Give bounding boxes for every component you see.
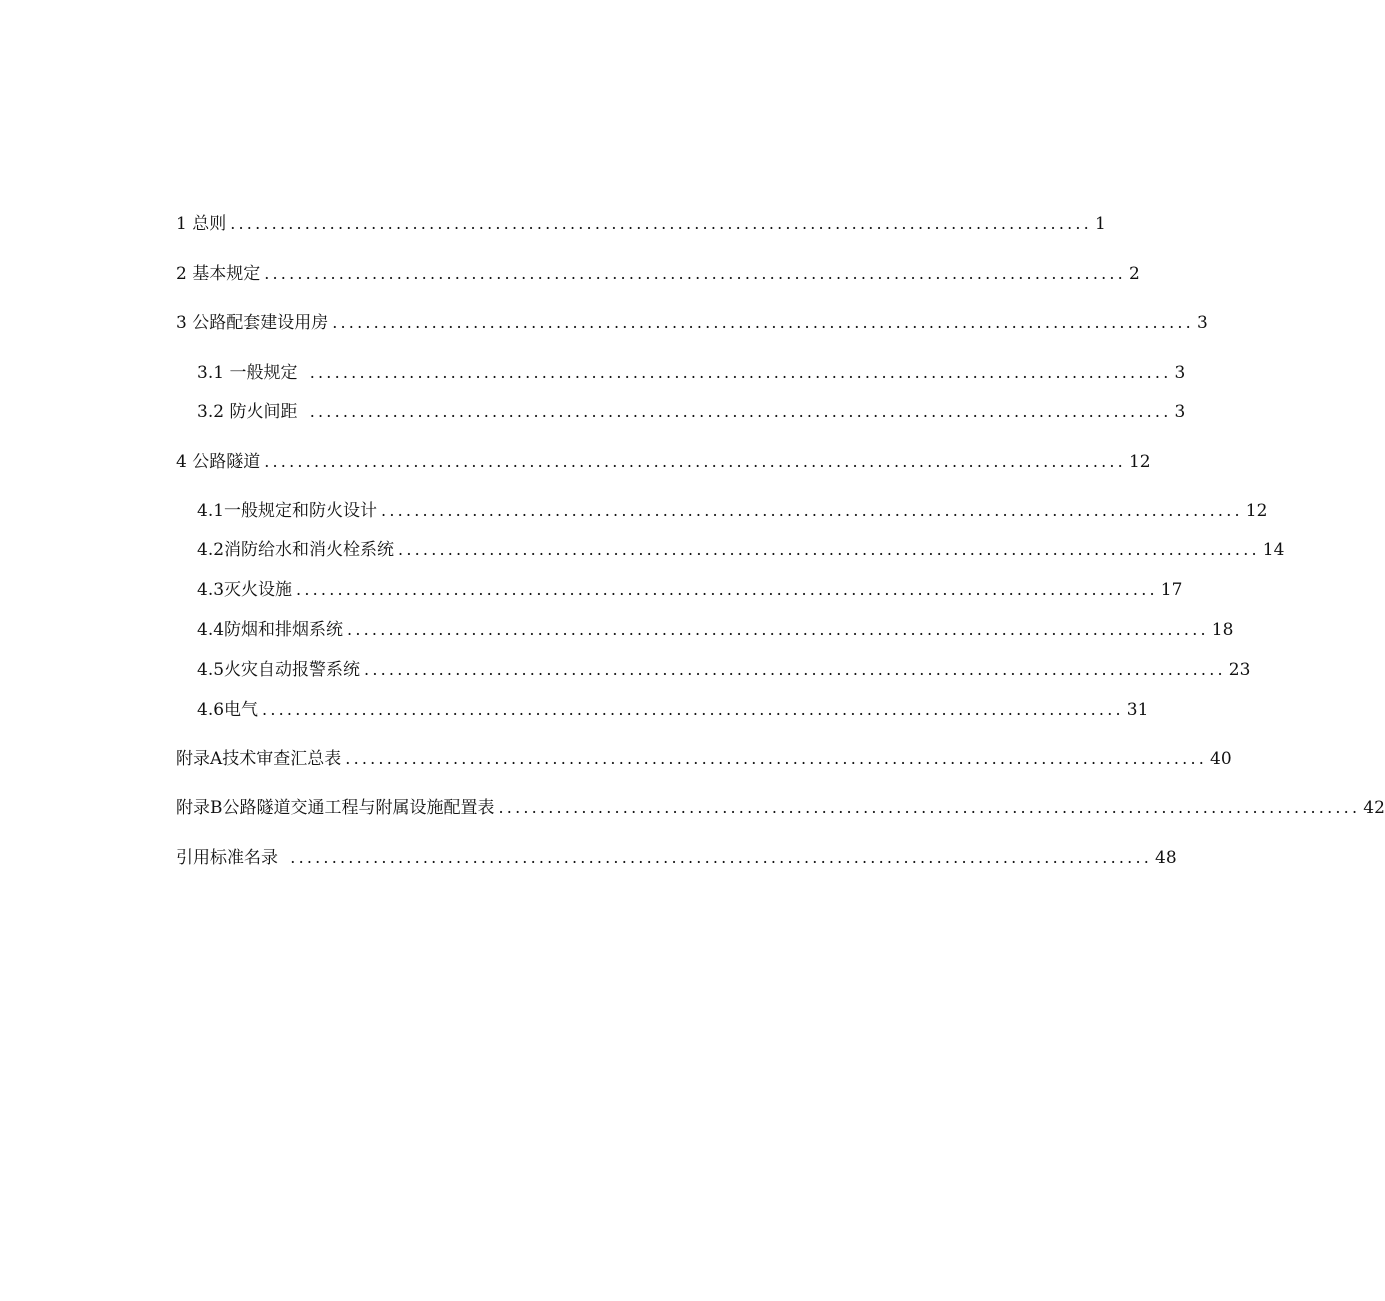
toc-leader-dots: ........................................................................................................ [262,700,1124,719]
toc-leader-dots: ........................................................................................................ [345,749,1208,768]
toc-entry-page: 18 [1211,620,1234,640]
toc-entry-title: 火灾自动报警系统 [224,660,361,680]
toc-entry-title: 一般规定和防火设计 [224,501,378,521]
toc-entry-number: 3.1 [197,363,225,383]
toc-entry-number: 4.5 [197,660,225,680]
toc-entry-number: 4.2 [197,540,225,560]
toc-entry-4-3[interactable] [197,576,1183,604]
toc-entry-4-4[interactable] [197,616,1234,644]
toc-leader-dots: ........................................................................................................ [282,848,1153,867]
toc-entry-title: 灭火设施 [224,580,293,600]
toc-entry-number: 3.2 [197,402,225,422]
toc-leader-dots: ........................................................................................................ [264,264,1126,283]
toc-leader-dots: ........................................................................................................ [332,313,1194,332]
toc-entry-4-2[interactable] [197,536,1285,564]
toc-entry-4[interactable] [176,448,1151,476]
toc-entry-title: 消防给水和消火栓系统 [224,540,395,560]
toc-entry-number: 2 [176,264,187,284]
toc-entry-references[interactable] [176,844,1177,872]
toc-entry-number: 1 [176,214,187,234]
toc-entry-page: 1 [1094,214,1106,234]
toc-entry-title: 防火间距 [229,402,298,422]
toc-entry-number: 3 [176,313,187,333]
toc-entry-page: 3 [1174,363,1186,383]
toc-entry-number: 4.1 [197,501,225,521]
toc-leader-dots: ........................................................................................................ [364,660,1226,679]
toc-entry-number: 4.6 [197,700,225,720]
toc-entry-title: 公路配套建设用房 [192,313,329,333]
toc-entry-4-6[interactable] [197,696,1149,724]
toc-entry-3[interactable] [176,309,1208,337]
toc-leader-dots: ........................................................................................................ [301,363,1172,382]
toc-entry-page: 40 [1210,749,1232,769]
toc-leader-dots: ........................................................................................................ [230,214,1092,233]
toc-leader-dots: ........................................................................................................ [347,620,1209,639]
toc-entry-3-2[interactable] [197,398,1186,426]
toc-entry-appendix-b[interactable] [176,794,1385,822]
toc-entry-number: 4 [176,452,187,472]
toc-leader-dots: ........................................................................................................ [498,798,1361,817]
toc-entry-4-5[interactable] [197,656,1251,684]
toc-entry-4-1[interactable] [197,497,1268,525]
toc-entry-page: 2 [1128,264,1140,284]
toc-entry-title: 附录A技术审查汇总表 [176,749,342,769]
toc-entry-page: 12 [1128,452,1151,472]
toc-leader-dots: ........................................................................................................ [301,402,1172,421]
toc-entry-title: 电气 [224,700,259,720]
toc-entry-title: 防烟和排烟系统 [224,620,344,640]
toc-entry-1[interactable] [176,210,1106,238]
toc-leader-dots: ........................................................................................................ [296,580,1158,599]
toc-leader-dots: ........................................................................................................ [398,540,1260,559]
toc-entry-2[interactable] [176,260,1140,288]
toc-leader-dots: ........................................................................................................ [264,452,1126,471]
toc-entry-number: 4.4 [197,620,225,640]
toc-entry-title: 公路隧道 [192,452,261,472]
toc-entry-title: 总则 [192,214,227,234]
toc-entry-title: 引用标准名录 [176,848,278,868]
toc-leader-dots: ........................................................................................................ [381,501,1243,520]
toc-entry-page: 3 [1196,313,1208,333]
toc-entry-page: 42 [1363,798,1385,818]
toc-entry-title: 附录B公路隧道交通工程与附属设施配置表 [176,798,495,818]
toc-entry-page: 23 [1228,660,1251,680]
toc-entry-page: 12 [1245,501,1268,521]
toc-entry-page: 3 [1174,402,1186,422]
toc-entry-page: 17 [1160,580,1183,600]
toc-entry-3-1[interactable] [197,359,1186,387]
toc-entry-number: 4.3 [197,580,225,600]
toc-entry-page: 48 [1155,848,1177,868]
toc-entry-appendix-a[interactable] [176,745,1232,773]
toc-entry-page: 14 [1262,540,1285,560]
toc-entry-page: 31 [1126,700,1149,720]
toc-entry-title: 一般规定 [229,363,298,383]
toc-entry-title: 基本规定 [192,264,261,284]
